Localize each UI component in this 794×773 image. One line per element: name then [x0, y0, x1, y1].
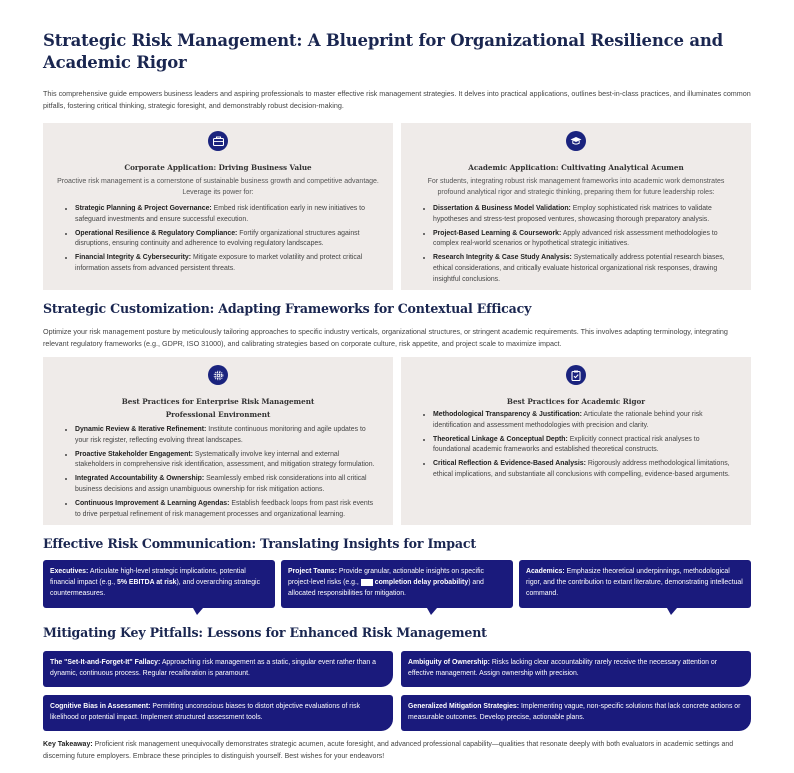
graduation-cap-icon [566, 131, 586, 151]
list-item: • Financial Integrity & Cybersecurity: Mitigate exposure to market volatility and protect critical information assets from advanced persistent threats. [75, 253, 379, 275]
card-list [57, 204, 379, 275]
academic-rigor-card [401, 357, 751, 525]
card-list [57, 425, 379, 520]
corporate-card [43, 123, 393, 290]
list-item: • Continuous Improvement & Learning Agendas: Establish feedback loops from past risk events to drive perpetual refinement of risk management processes and organizational learning. [75, 499, 379, 521]
clipboard-check-icon [566, 365, 586, 385]
project-teams-bubble: Project Teams: Provide granular, actionable insights on specific project-level risks (e.g., completion delay probability) and allocated responsibilities for mitigation. [281, 560, 513, 608]
enterprise-card [43, 357, 393, 525]
card-title: Best Practices for Enterprise Risk Management Professional Environment [121, 397, 315, 419]
gear-icon [208, 365, 228, 385]
speech-tail [193, 608, 203, 615]
card-title: Best Practices for Academic Rigor [506, 397, 646, 406]
section-title: Mitigating Key Pitfalls: Lessons for Enhanced Risk Management [43, 625, 487, 640]
pitfall-card: Ambiguity of Ownership: Risks lacking clear accountability rarely receive the necessary attention or effective management. Assign ownership with precision. [401, 651, 751, 687]
list-item: • Proactive Stakeholder Engagement: Systematically involve key internal and external stakeholders in comprehensive risk identification, assessment, and mitigation strategy formulation. [75, 450, 379, 472]
list-item: • Research Integrity & Case Study Analysis: Systematically address potential research biases, ethical considerations, and critically evaluate historical organizational risk responses, drawing insightful conclusions. [433, 253, 737, 285]
section-title: Strategic Customization: Adapting Frameworks for Contextual Efficacy [43, 301, 532, 316]
intro-text: This comprehensive guide empowers business leaders and aspiring professionals to master effective risk management strategies. It delves into practical applications, outlines best-in-class practices, and illuminates common pitfalls, fostering critical thinking, strategic foresight, and demonstrably robust decision-making. [43, 89, 751, 110]
highlight-mark [361, 579, 373, 586]
pitfall-card: The "Set-It-and-Forget-It" Fallacy: Approaching risk management as a static, singular event rather than a dynamic, continuous process. Regular recalibration is paramount. [43, 651, 393, 687]
speech-tail [667, 608, 677, 615]
list-item: • Integrated Accountability & Ownership: Seamlessly embed risk considerations into all critical business decisions and assign unambiguous ownership for risk mitigation actions. [75, 474, 379, 496]
pitfall-card: Cognitive Bias in Assessment: Permitting unconscious biases to distort objective evaluations of risk likelihood or potential impact. Implement structured assessment tools. [43, 695, 393, 731]
executives-bubble: Executives: Articulate high-level strategic implications, potential financial impact (e.g., 5% EBITDA at risk), and overarching strategic countermeasures. [43, 560, 275, 608]
speech-tail [427, 608, 437, 615]
list-item: • Project-Based Learning & Coursework: Apply advanced risk assessment methodologies to complex real-world scenarios or hypothetical strategic initiatives. [433, 229, 737, 251]
best-practices-section [43, 357, 751, 525]
pitfalls-grid [43, 651, 751, 731]
list-item: • Theoretical Linkage & Conceptual Depth: Explicitly connect practical risk analyses to foundational academic frameworks and established theoretical constructs. [433, 435, 737, 457]
academic-card [401, 123, 751, 290]
card-intro: For students, integrating robust risk management frameworks into academic work demonstrates profound analytical rigor and strategic thinking, preparing them for future leadership roles: [427, 178, 725, 196]
list-item: • Operational Resilience & Regulatory Compliance: Fortify organizational structures against disruptions, ensuring continuity and adherence to evolving regulatory landscapes. [75, 229, 379, 251]
card-list [415, 410, 737, 481]
list-item: • Methodological Transparency & Justification: Articulate the rationale behind your risk identification and assessment methodologies with precision and clarity. [433, 410, 737, 432]
pitfall-card: Generalized Mitigation Strategies: Implementing vague, non-specific solutions that lack concrete actions or measurable outcomes. Develop precise, actionable plans. [401, 695, 751, 731]
section-title: Effective Risk Communication: Translating Insights for Impact [43, 536, 476, 551]
card-title: Academic Application: Cultivating Analytical Acumen [468, 163, 684, 172]
list-item: • Strategic Planning & Project Governance: Embed risk identification early in new initiatives to safeguard investments and ensure successful execution. [75, 204, 379, 226]
card-list [415, 204, 737, 286]
key-takeaway: Key Takeaway: Proficient risk management unequivocally demonstrates strategic acumen, acute foresight, and advanced professional capability—qualities that resonate deeply with both evaluators in academic settings and discerning future employers. Embrace these principles to distinguish yourself. Best wishes for your endeavors! [43, 741, 734, 760]
communication-bubbles [43, 560, 751, 608]
list-item: • Dissertation & Business Model Validation: Employ sophisticated risk matrices to validate hypotheses and stress-test proposed ventures, showcasing thorough preparatory analysis. [433, 204, 737, 226]
briefcase-icon [208, 131, 228, 151]
applications-section [43, 123, 751, 290]
section-intro: Optimize your risk management posture by meticulously tailoring approaches to specific industry verticals, organizational structures, or stringent academic requirements. This involves adapting terminology, integrating relevant regulatory frameworks (e.g., GDPR, ISO 31000), and calibrating strategies based on corporate culture, risk appetite, and project scale to maximize impact. [43, 327, 728, 348]
page-title: Strategic Risk Management: A Blueprint for Organizational Resilience and Academic Rigor [43, 31, 723, 72]
academics-bubble: Academics: Emphasize theoretical underpinnings, methodological rigor, and the contribution to extant literature, demonstrating intellectual command. [519, 560, 751, 608]
list-item: • Dynamic Review & Iterative Refinement: Institute continuous monitoring and agile updates to your risk register, reflecting evolving threat landscapes. [75, 425, 379, 447]
card-intro: Proactive risk management is a cornerstone of sustainable business growth and competitive advantage. Leverage its power for: [57, 178, 379, 196]
card-title: Corporate Application: Driving Business Value [124, 163, 312, 172]
list-item: • Critical Reflection & Evidence-Based Analysis: Rigorously address methodological limitations, ethical implications, and substantiate all conclusions with compelling, evidence-based arguments. [433, 459, 737, 481]
